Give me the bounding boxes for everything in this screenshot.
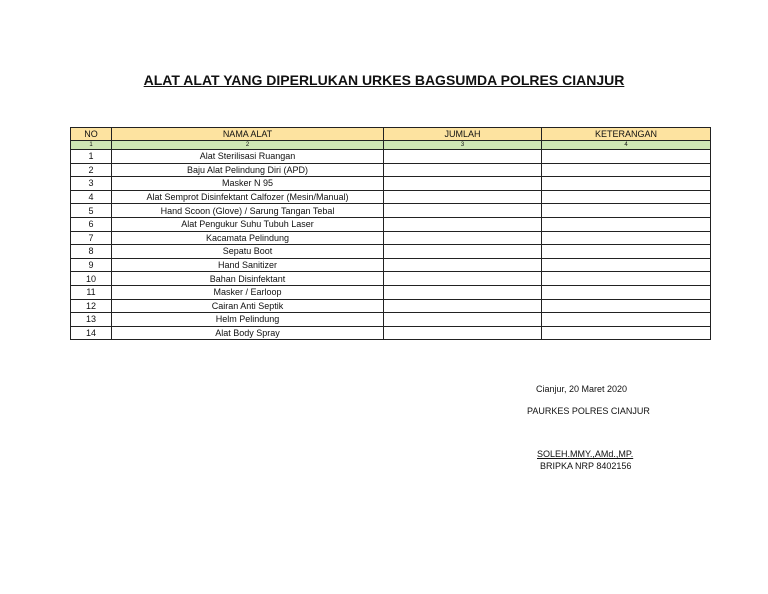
cell-keterangan bbox=[542, 177, 711, 191]
cell-jumlah bbox=[384, 204, 542, 218]
table-row bbox=[71, 150, 711, 164]
cell-nama: Cairan Anti Septik bbox=[112, 299, 384, 313]
cell-jumlah bbox=[384, 231, 542, 245]
cell-nama: Sepatu Boot bbox=[112, 245, 384, 259]
cell-nama: Alat Pengukur Suhu Tubuh Laser bbox=[112, 217, 384, 231]
cell-keterangan bbox=[542, 272, 711, 286]
cell-keterangan bbox=[542, 313, 711, 327]
column-number: 2 bbox=[112, 141, 384, 150]
cell-no: 6 bbox=[71, 217, 112, 231]
place-date: Cianjur, 20 Maret 2020 bbox=[536, 384, 628, 394]
cell-no: 1 bbox=[71, 150, 112, 164]
table-row bbox=[71, 190, 711, 204]
cell-nama: Hand Scoon (Glove) / Sarung Tangan Tebal bbox=[112, 204, 384, 218]
cell-nama: Masker / Earloop bbox=[112, 285, 384, 299]
cell-no: 7 bbox=[71, 231, 112, 245]
cell-nama: Alat Semprot Disinfektant Calfozer (Mesin/Manual) bbox=[112, 190, 384, 204]
header-keterangan: KETERANGAN bbox=[542, 128, 711, 141]
cell-jumlah bbox=[384, 190, 542, 204]
signatory-rank-nrp: BRIPKA NRP 8402156 bbox=[540, 461, 632, 471]
document-title: ALAT ALAT YANG DIPERLUKAN URKES BAGSUMDA POLRES CIANJUR bbox=[143, 72, 625, 88]
table-row bbox=[71, 231, 711, 245]
equipment-table bbox=[70, 127, 711, 340]
cell-keterangan bbox=[542, 217, 711, 231]
cell-jumlah bbox=[384, 150, 542, 164]
header-no: NO bbox=[71, 128, 112, 141]
table-row bbox=[71, 177, 711, 191]
cell-nama: Alat Sterilisasi Ruangan bbox=[112, 150, 384, 164]
header-nama-alat: NAMA ALAT bbox=[112, 128, 384, 141]
table-row bbox=[71, 326, 711, 340]
table-row bbox=[71, 299, 711, 313]
cell-jumlah bbox=[384, 258, 542, 272]
table-row bbox=[71, 163, 711, 177]
cell-no: 12 bbox=[71, 299, 112, 313]
cell-nama: Hand Sanitizer bbox=[112, 258, 384, 272]
cell-jumlah bbox=[384, 217, 542, 231]
cell-jumlah bbox=[384, 272, 542, 286]
column-number: 4 bbox=[542, 141, 711, 150]
column-number-row bbox=[71, 141, 711, 150]
cell-no: 3 bbox=[71, 177, 112, 191]
cell-nama: Helm Pelindung bbox=[112, 313, 384, 327]
cell-keterangan bbox=[542, 326, 711, 340]
cell-no: 14 bbox=[71, 326, 112, 340]
cell-nama: Baju Alat Pelindung Diri (APD) bbox=[112, 163, 384, 177]
table-row bbox=[71, 272, 711, 286]
cell-nama: Kacamata Pelindung bbox=[112, 231, 384, 245]
cell-jumlah bbox=[384, 285, 542, 299]
cell-keterangan bbox=[542, 150, 711, 164]
signatory-unit: PAURKES POLRES CIANJUR bbox=[527, 406, 650, 416]
cell-jumlah bbox=[384, 299, 542, 313]
cell-jumlah bbox=[384, 313, 542, 327]
table-row bbox=[71, 258, 711, 272]
cell-keterangan bbox=[542, 285, 711, 299]
cell-no: 13 bbox=[71, 313, 112, 327]
cell-keterangan bbox=[542, 163, 711, 177]
cell-keterangan bbox=[542, 190, 711, 204]
table-row bbox=[71, 217, 711, 231]
column-number: 3 bbox=[384, 141, 542, 150]
signatory-name: SOLEH.MMY.,AMd.,MP. bbox=[537, 449, 634, 459]
table-row bbox=[71, 285, 711, 299]
table-row bbox=[71, 313, 711, 327]
cell-no: 2 bbox=[71, 163, 112, 177]
cell-nama: Bahan Disinfektant bbox=[112, 272, 384, 286]
cell-jumlah bbox=[384, 163, 542, 177]
cell-keterangan bbox=[542, 245, 711, 259]
cell-keterangan bbox=[542, 204, 711, 218]
cell-keterangan bbox=[542, 258, 711, 272]
header-row bbox=[71, 128, 711, 141]
cell-no: 8 bbox=[71, 245, 112, 259]
cell-nama: Masker N 95 bbox=[112, 177, 384, 191]
cell-no: 10 bbox=[71, 272, 112, 286]
column-number: 1 bbox=[71, 141, 112, 150]
cell-no: 9 bbox=[71, 258, 112, 272]
cell-no: 5 bbox=[71, 204, 112, 218]
cell-jumlah bbox=[384, 245, 542, 259]
table-row bbox=[71, 204, 711, 218]
cell-nama: Alat Body Spray bbox=[112, 326, 384, 340]
cell-jumlah bbox=[384, 326, 542, 340]
table-row bbox=[71, 245, 711, 259]
cell-keterangan bbox=[542, 299, 711, 313]
cell-keterangan bbox=[542, 231, 711, 245]
cell-jumlah bbox=[384, 177, 542, 191]
cell-no: 4 bbox=[71, 190, 112, 204]
header-jumlah: JUMLAH bbox=[384, 128, 542, 141]
cell-no: 11 bbox=[71, 285, 112, 299]
